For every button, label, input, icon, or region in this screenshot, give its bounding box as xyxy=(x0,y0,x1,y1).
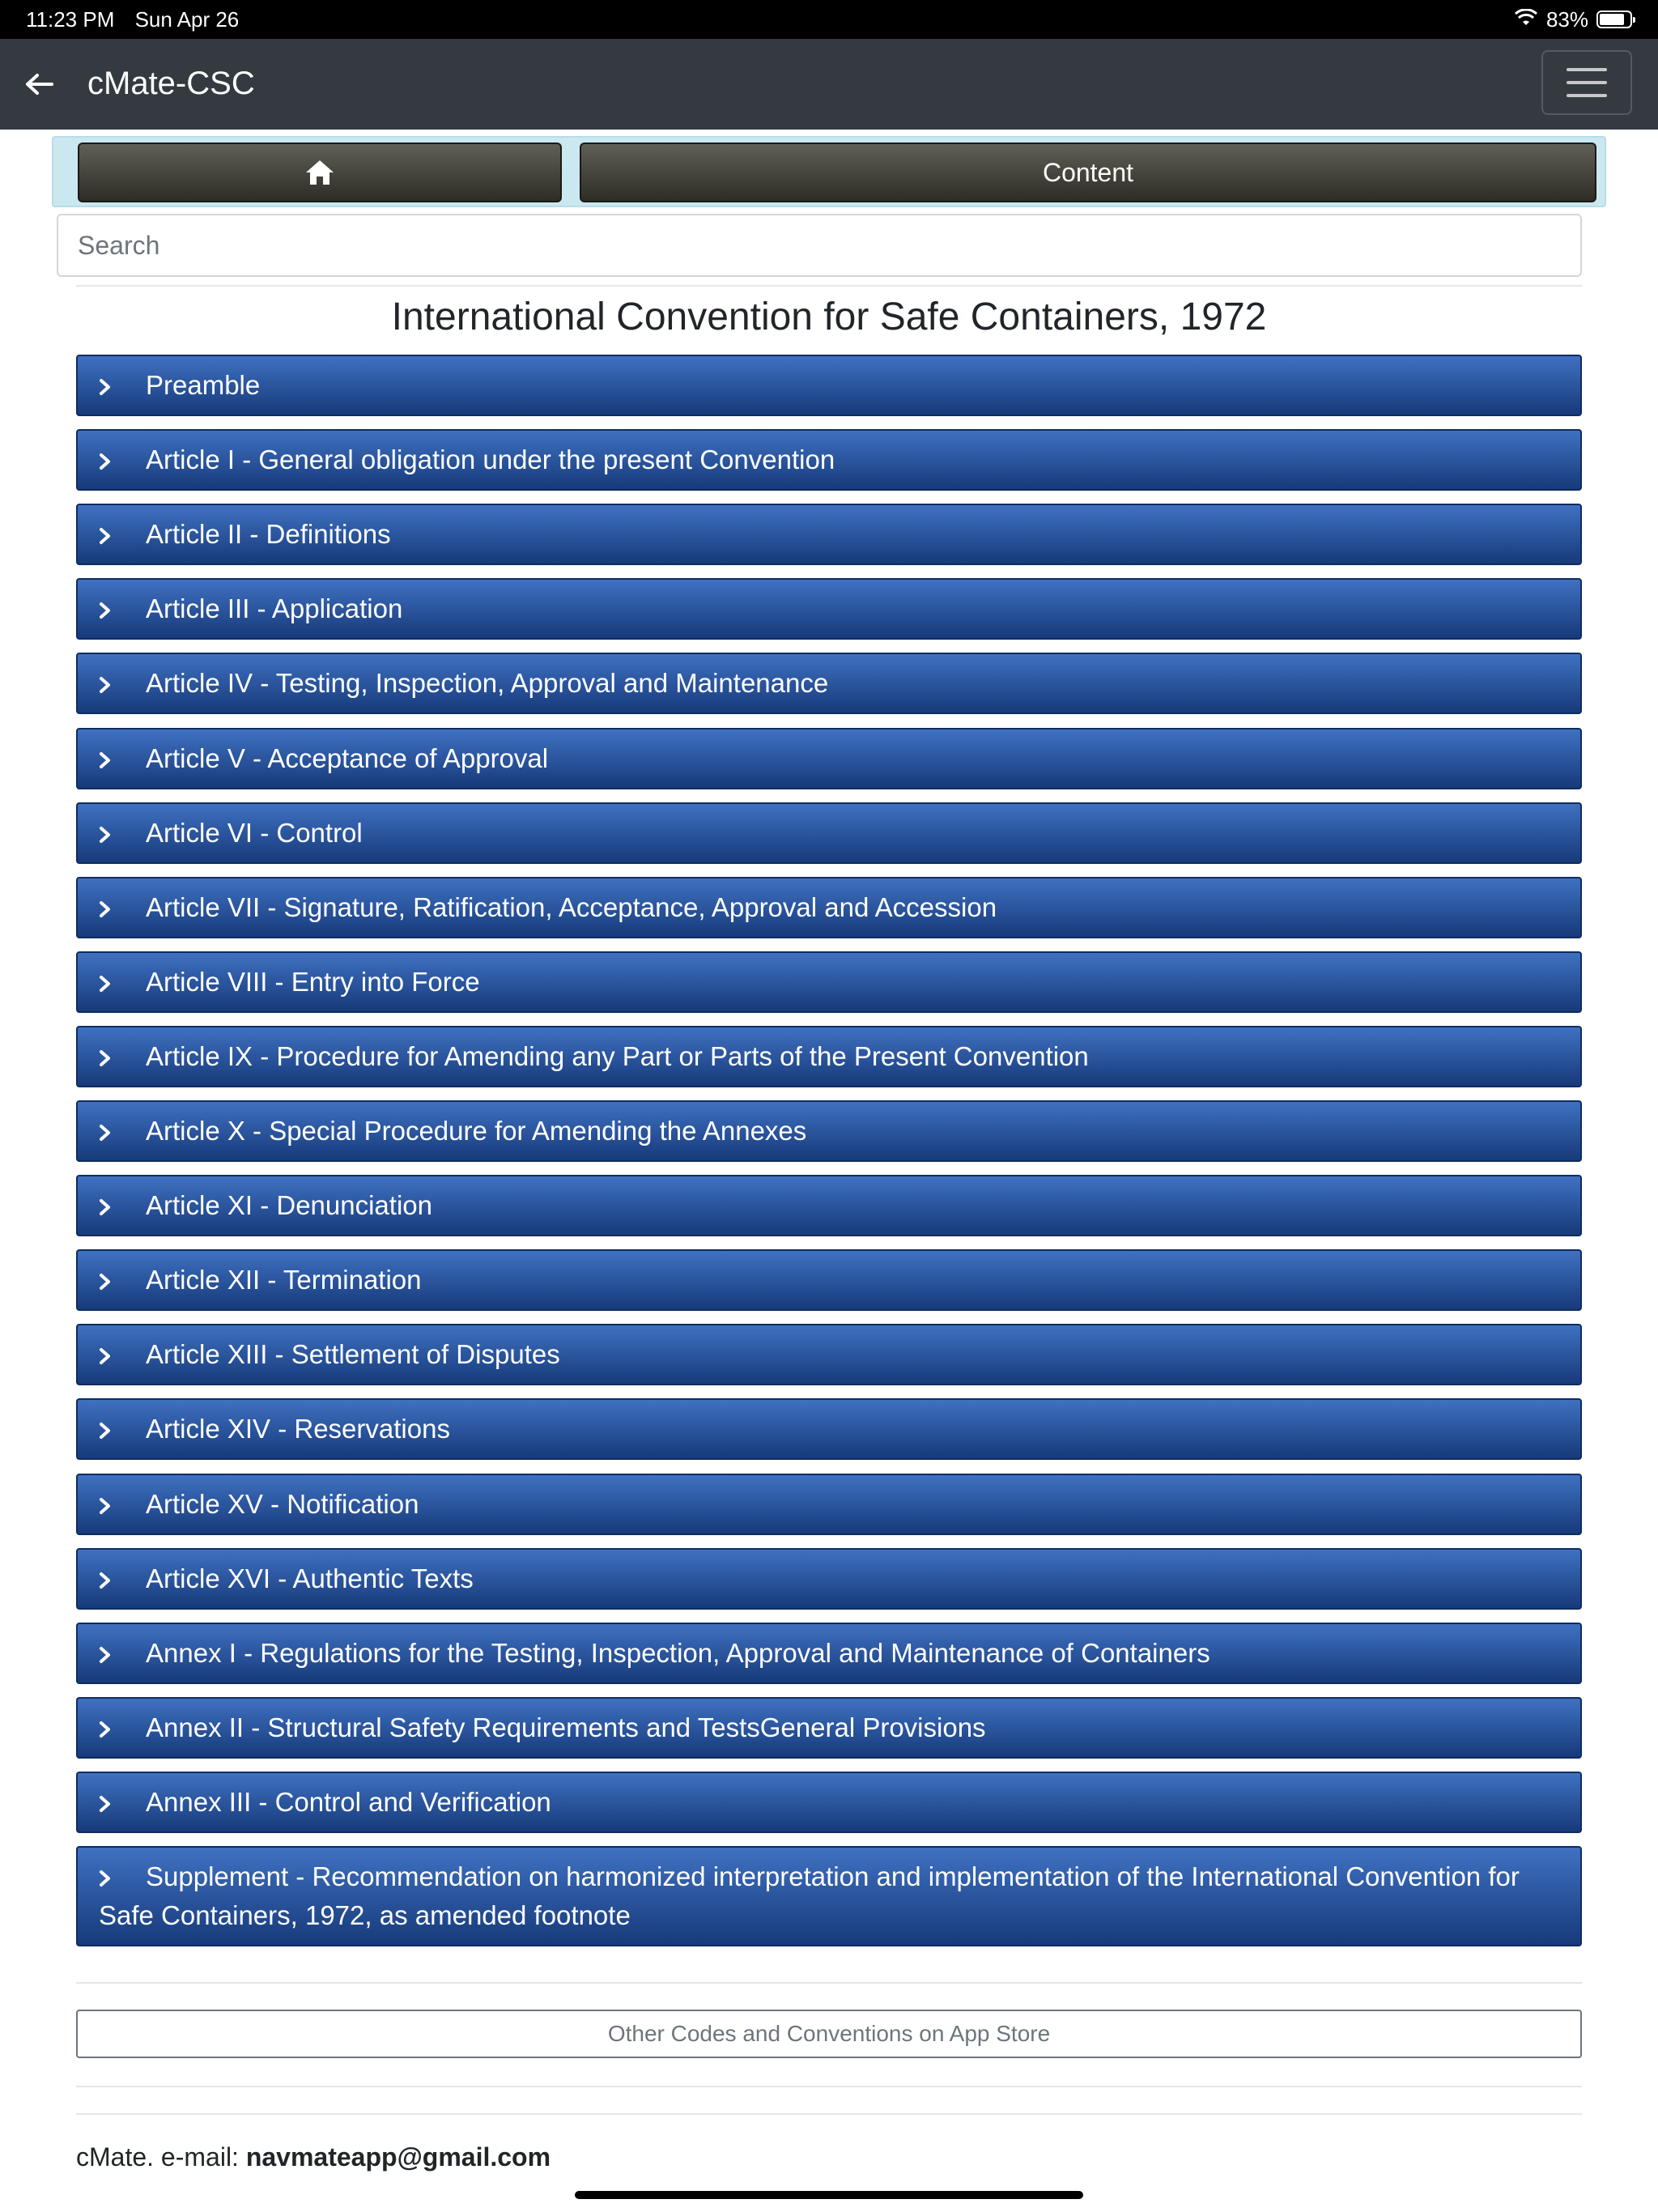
hamburger-menu-button[interactable] xyxy=(1541,50,1632,115)
chevron-right-icon xyxy=(99,1572,128,1589)
accordion-item[interactable] xyxy=(76,1175,1582,1236)
chevron-right-icon xyxy=(99,1870,128,1887)
accordion-item[interactable] xyxy=(76,728,1582,789)
chevron-right-icon xyxy=(99,1497,128,1515)
accordion-item[interactable] xyxy=(76,1324,1582,1385)
accordion-item[interactable] xyxy=(76,355,1582,416)
accordion-item-label: Article IV - Testing, Inspection, Approval and Maintenance xyxy=(146,668,829,698)
hamburger-icon-bar xyxy=(1567,81,1607,84)
accordion-item-label: Article I - General obligation under the present Convention xyxy=(146,445,835,474)
status-bar xyxy=(0,0,1658,39)
accordion-item[interactable] xyxy=(76,1398,1582,1460)
accordion-item-label: Article XI - Denunciation xyxy=(146,1190,432,1220)
page-title: International Convention for Safe Containers, 1972 xyxy=(391,296,1267,338)
status-date: Sun Apr 26 xyxy=(134,6,240,32)
chevron-right-icon xyxy=(99,900,128,918)
navbar xyxy=(0,39,1658,130)
accordion-item-label: Article III - Application xyxy=(146,593,403,623)
tab-panel xyxy=(52,136,1606,207)
content-button[interactable]: Content xyxy=(580,143,1596,202)
chevron-right-icon xyxy=(99,1422,128,1440)
accordion-item-label: Article IX - Procedure for Amending any Part or Parts of the Present Convention xyxy=(146,1041,1089,1071)
divider xyxy=(76,2113,1582,2115)
chevron-right-icon xyxy=(99,1273,128,1291)
chevron-right-icon xyxy=(99,527,128,545)
accordion-item[interactable] xyxy=(76,1249,1582,1311)
email-link[interactable]: navmateapp@gmail.com xyxy=(245,2142,551,2172)
chevron-right-icon xyxy=(99,1124,128,1142)
accordion-item-label: Article XIV - Reservations xyxy=(146,1414,450,1444)
home-button[interactable] xyxy=(78,143,562,202)
accordion-item-label: Article II - Definitions xyxy=(146,519,391,549)
accordion-item-label: Preamble xyxy=(146,370,261,400)
accordion-item[interactable] xyxy=(76,504,1582,565)
accordion-item[interactable] xyxy=(76,578,1582,640)
accordion-item[interactable] xyxy=(76,1474,1582,1535)
hamburger-icon-bar xyxy=(1567,94,1607,97)
accordion-item[interactable] xyxy=(76,429,1582,491)
chevron-right-icon xyxy=(99,1347,128,1365)
accordion-item[interactable] xyxy=(76,1697,1582,1759)
chevron-right-icon xyxy=(99,378,128,396)
divider xyxy=(76,285,1582,287)
chevron-right-icon xyxy=(99,1198,128,1216)
accordion-item[interactable] xyxy=(76,1772,1582,1833)
chevron-right-icon xyxy=(99,751,128,769)
accordion-item[interactable] xyxy=(76,1100,1582,1162)
accordion-item-label: Article XV - Notification xyxy=(146,1489,419,1519)
chevron-right-icon xyxy=(99,1049,128,1067)
battery-percent: 83% xyxy=(1545,6,1588,32)
accordion-item-label: Article V - Acceptance of Approval xyxy=(146,743,549,773)
chevron-right-icon xyxy=(99,826,128,844)
accordion-item-label: Article XII - Termination xyxy=(146,1265,422,1295)
accordion-item[interactable] xyxy=(76,877,1582,938)
back-arrow-icon xyxy=(24,72,53,96)
accordion-item[interactable] xyxy=(76,1026,1582,1087)
hamburger-icon-bar xyxy=(1567,68,1607,71)
back-button[interactable] xyxy=(19,62,58,107)
accordion-item-label: Article XVI - Authentic Texts xyxy=(146,1563,474,1593)
chevron-right-icon xyxy=(99,1721,128,1738)
battery-icon xyxy=(1596,11,1632,28)
email-label: cMate. e-mail: xyxy=(76,2142,239,2172)
accordion-item-label: Supplement - Recommendation on harmonized interpretation and implementation of the International Convention for Safe Containers, 1972, as amended footnote xyxy=(99,1861,1520,1930)
home-icon xyxy=(304,159,335,186)
accordion-item-label: Annex II - Structural Safety Requirements and TestsGeneral Provisions xyxy=(146,1712,986,1742)
status-time: 11:23 PM xyxy=(26,6,115,32)
footer-contact xyxy=(76,2142,551,2172)
accordion-item[interactable] xyxy=(76,951,1582,1013)
search-input[interactable] xyxy=(57,214,1582,277)
accordion-item-label: Article XIII - Settlement of Disputes xyxy=(146,1339,560,1369)
accordion-item[interactable] xyxy=(76,1846,1582,1946)
accordion-item[interactable] xyxy=(76,802,1582,864)
chevron-right-icon xyxy=(99,453,128,470)
chevron-right-icon xyxy=(99,602,128,619)
app-store-button[interactable]: Other Codes and Conventions on App Store xyxy=(76,2010,1582,2058)
divider xyxy=(76,2086,1582,2087)
accordion-item-label: Article VII - Signature, Ratification, Acceptance, Approval and Accession xyxy=(146,892,997,922)
accordion-item[interactable] xyxy=(76,1623,1582,1684)
chevron-right-icon xyxy=(99,1646,128,1664)
accordion-item-label: Annex I - Regulations for the Testing, Inspection, Approval and Maintenance of Containers xyxy=(146,1638,1210,1668)
divider xyxy=(76,1982,1582,1984)
chevron-right-icon xyxy=(99,975,128,993)
accordion-item-label: Article VI - Control xyxy=(146,818,363,848)
accordion-item-label: Article X - Special Procedure for Amending the Annexes xyxy=(146,1116,807,1146)
accordion-item[interactable] xyxy=(76,653,1582,714)
accordion-item-label: Annex III - Control and Verification xyxy=(146,1787,551,1817)
chevron-right-icon xyxy=(99,676,128,694)
app-title: cMate-CSC xyxy=(87,66,255,101)
accordion-item-label: Article VIII - Entry into Force xyxy=(146,967,480,997)
wifi-icon xyxy=(1514,7,1538,32)
chevron-right-icon xyxy=(99,1795,128,1813)
home-indicator xyxy=(575,2191,1083,2199)
accordion-item[interactable] xyxy=(76,1548,1582,1610)
